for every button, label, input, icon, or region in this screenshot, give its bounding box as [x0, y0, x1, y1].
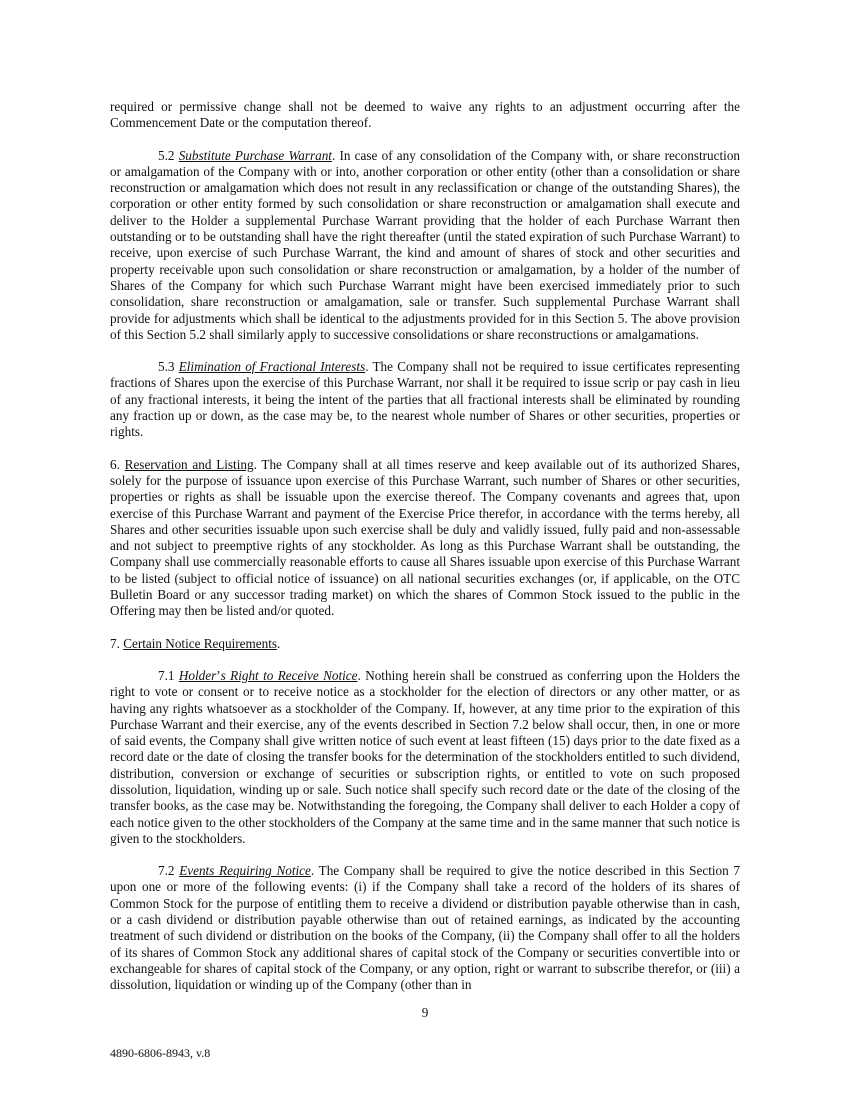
section-heading-part: Holder — [178, 667, 217, 683]
section-heading: Certain Notice Requirements — [123, 635, 277, 651]
section-6 — [110, 457, 740, 620]
section-heading: Elimination of Fractional Interests — [178, 359, 366, 375]
section-text: . The Company shall not be required to issue certificates representing fractions of Shares upon the exercise of this Purchase Warrant, nor shall it be required to issue scrip or pay cash in lieu of any fractional interests, it being the intent of the parties that all fractional interests shall be eliminated by rounding any fraction up or down, as the case may be, to the nearest whole number of Shares or other securities, properties or rights. — [110, 359, 740, 440]
section-7-1 — [110, 668, 740, 847]
section-7-2 — [110, 863, 740, 993]
section-number: 5.2 — [158, 147, 179, 163]
section-heading: Substitute Purchase Warrant — [178, 147, 332, 163]
section-text: . In case of any consolidation of the Company with, or share reconstruction or amalgamation of the Company with or into, another corporation or other entity (other than a consolidation or share reconstruction or amalgamation which does not result in any reclassification or change of the outstanding Shares), the corporation or other entity formed by such consolidation or share reconstruction or amalgamation shall execute and deliver to the Holder a supplemental Purchase Warrant providing that the holder of each Purchase Warrant then outstanding or to be outstanding shall have the right thereafter (until the stated expiration of such Purchase Warrant) to receive, upon exercise of such Purchase Warrant, the kind and amount of shares of stock and other securities and property receivable upon such consolidation or share reconstruction or amalgamation, by a holder of the number of Shares of the Company for which such Purchase Warrant might have been exercised immediately prior to such consolidation, share reconstruction or amalgamation, sale or transfer. Such supplemental Purchase Warrant shall provide for adjustments which shall be identical to the adjustments provided for in this Section 5. The above provision of this Section 5.2 shall similarly apply to successive consolidations or share reconstructions or amalgamations. — [110, 147, 741, 342]
section-7 — [110, 636, 740, 652]
document-id: 4890-6806-8943, v.8 — [110, 1046, 211, 1060]
section-text: . — [277, 635, 281, 651]
section-text: . Nothing herein shall be construed as conferring upon the Holders the right to vote or consent or to receive notice as a stockholder for the election of directors or any other matter, or as having any rights whatsoever as a stockholder of the Company. If, however, at any time prior to the expiration of this Purchase Warrant and their exercise, any of the events described in Section 7.2 below shall occur, then, in one or more of said events, the Company shall give written notice of such event at least fifteen (15) days prior to the date fixed as a record date or the date of closing the transfer books for the determination of the stockholders entitled to such dividend, distribution, conversion or exchange of securities or subscription rights, or entitled to vote on such proposed dissolution, liquidation, winding up or sale. Such notice shall specify such record date or the date of the closing of the transfer books, as the case may be. Notwithstanding the foregoing, the Company shall deliver to each Holder a copy of each notice given to the other stockholders of the Company at the same time and in the same manner that such notice is given to the stockholders. — [110, 667, 740, 846]
section-5-3 — [110, 359, 740, 440]
section-number: 5.3 — [158, 359, 179, 375]
section-heading-part: s Right to Receive Notice — [220, 667, 358, 683]
section-number: 7.1 — [158, 667, 179, 683]
section-heading: Events Requiring Notice — [179, 863, 311, 879]
section-5-2 — [110, 148, 740, 344]
section-heading: Reservation and Listing — [124, 456, 254, 472]
section-text: . The Company shall at all times reserve and keep available out of its authorized Shares, solely for the purpose of issuance upon exercise of this Purchase Warrant, such number of Shares or other securities, properties or rights as shall be issuable upon the exercise thereof. The Company covenants and agrees that, upon exercise of this Purchase Warrant and payment of the Exercise Price therefor, in accordance with the terms hereby, all Shares and other securities issuable upon such exercise shall be duly and validly issued, fully paid and non-assessable and not subject to preemptive rights of any stockholder. As long as this Purchase Warrant shall be outstanding, the Company shall use commercially reasonable efforts to cause all Shares issuable upon exercise of this Purchase Warrant to be listed (subject to official notice of issuance) on all national securities exchanges (or, if applicable, on the OTC Bulletin Board or any successor trading market) on which the shares of Common Stock issued to the public in the Offering may then be listed and/or quoted. — [110, 456, 740, 619]
section-text: . The Company shall be required to give the notice described in this Section 7 upon one or more of the following events: (i) if the Company shall take a record of the holders of its shares of Common Stock for the purpose of entitling them to receive a dividend or distribution payable otherwise than in cash, or a cash dividend or distribution payable otherwise than out of retained earnings, as indicated by the accounting treatment of such dividend or distribution on the books of the Company, (ii) the Company shall offer to all the holders of its shares of Common Stock any additional shares of capital stock of the Company or securities convertible into or exchangeable for shares of capital stock of the Company, or any option, right or warrant to subscribe therefor, or (iii) a dissolution, liquidation or winding up of the Company (other than in — [110, 863, 741, 993]
document-body — [110, 99, 740, 994]
section-number: 7.2 — [158, 863, 180, 879]
page-number: 9 — [421, 1005, 429, 1020]
section-number: 7. — [110, 635, 124, 651]
paragraph-continuation: required or permissive change shall not be deemed to waive any rights to an adjustment occurring after the Commencement Date or the computation thereof. — [110, 99, 740, 131]
section-heading-part: ’ — [216, 667, 221, 683]
section-number: 6. — [110, 456, 125, 472]
